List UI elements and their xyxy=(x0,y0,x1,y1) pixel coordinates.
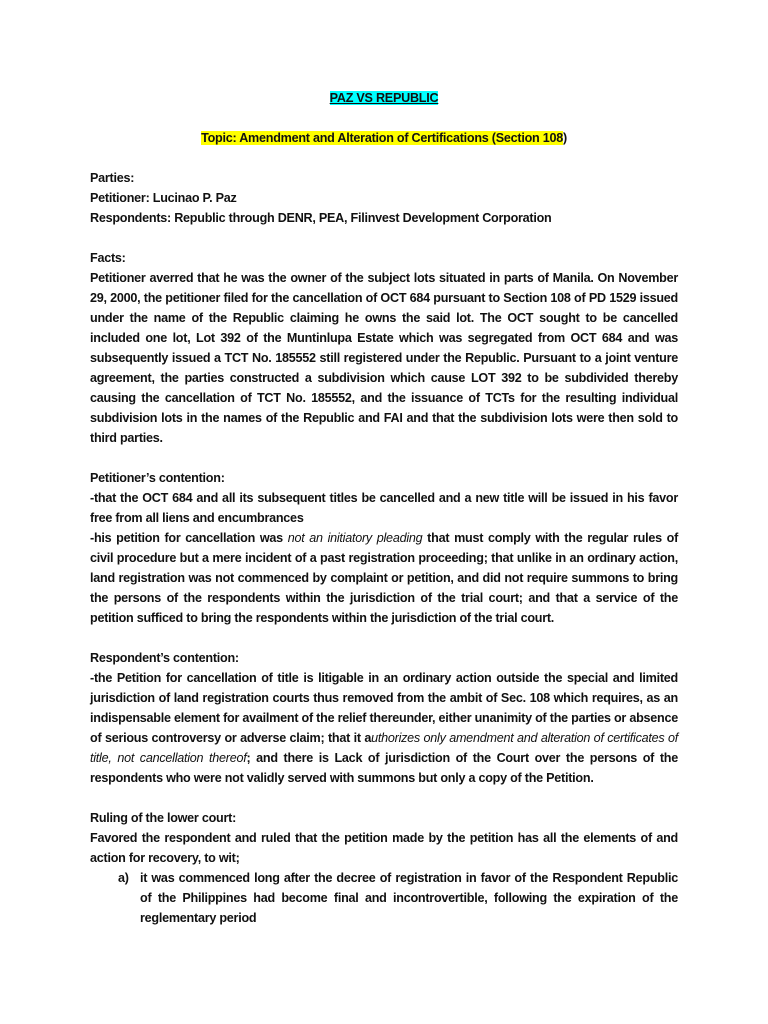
document-title xyxy=(90,88,678,108)
point2-pre: -his petition for cancellation was xyxy=(90,531,288,545)
petitioner-contention-point-1: -that the OCT 684 and all its subsequent titles be cancelled and a new title will be issued in his favor free from all liens and encumbrances xyxy=(90,491,678,525)
respondents-line: Respondents: Republic through DENR, PEA, Filinvest Development Corporation xyxy=(90,211,552,225)
case-title: PAZ VS REPUBLIC xyxy=(329,91,439,105)
respondent-contention-paragraph xyxy=(90,668,678,788)
petitioner-line: Petitioner: Lucinao P. Paz xyxy=(90,191,237,205)
respondent-contention-heading: Respondent’s contention: xyxy=(90,651,239,665)
respondent-emphasis: uthorizes only amendment and alteration of certificates of title, not cancellation thereof xyxy=(90,731,678,765)
document-page xyxy=(90,88,678,928)
topic-line xyxy=(90,128,678,148)
point2-post: that must comply with the regular rules of civil procedure but a mere incident of a past registration proceeding; that unlike in an ordinary action, land registration was not commenced by complaint or petition, and did not require summons to bring the persons of the respondents within the jurisdiction of the trial court; and that a service of the petition sufficed to bring the respondents within the jurisdiction of the trial court. xyxy=(90,531,679,625)
ruling-list-item xyxy=(118,868,678,928)
respondent-post: ; and there is Lack of jurisdiction of the Court over the persons of the respondents who were not validly served with summons but only a copy of the Petition. xyxy=(90,751,678,785)
topic-text: Topic: Amendment and Alteration of Certifications (Section 108 xyxy=(201,131,563,145)
list-marker: a) xyxy=(118,871,129,885)
ruling-intro: Favored the respondent and ruled that the petition made by the petition has all the elements of and action for recovery, to wit; xyxy=(90,831,678,865)
list-text: it was commenced long after the decree of registration in favor of the Respondent Republic of the Philippines had become final and incontrovertible, following the expiration of the reglementary period xyxy=(140,871,678,925)
respondent-pre: -the Petition for cancellation of title is litigable in an ordinary action outside the special and limited jurisdiction of land registration courts thus removed from the ambit of Sec. 108 which requires, as an indispensable element for availment of the relief thereunder, either unanimity of the parties or absence of serious controversy or adverse claim; that it a xyxy=(90,671,678,745)
parties-heading: Parties: xyxy=(90,171,135,185)
topic-close: ) xyxy=(562,131,567,145)
point2-emphasis: not an initiatory pleading xyxy=(287,531,423,545)
facts-paragraph: Petitioner averred that he was the owner of the subject lots situated in parts of Manila. On November 29, 2000, the petitioner filed for the cancellation of OCT 684 pursuant to Section 108 of PD 1529 issued under the name of the Republic claiming he owns the said lot. The OCT sought to be cancelled included one lot, Lot 392 of the Muntinlupa Estate which was segregated from OCT 684 and was subsequently issued a TCT No. 185552 still registered under the Republic. Pursuant to a joint venture agreement, the parties constructed a subdivision which cause LOT 392 to be subdivided thereby causing the cancellation of TCT No. 185552, and the issuance of TCTs for the resulting individual subdivision lots in the names of the Republic and FAI and that the subdivision lots were then sold to third parties. xyxy=(90,271,678,445)
petitioner-contention-point-2 xyxy=(90,528,678,628)
petitioner-contention-heading: Petitioner’s contention: xyxy=(90,471,225,485)
facts-heading: Facts: xyxy=(90,251,126,265)
ruling-heading: Ruling of the lower court: xyxy=(90,811,237,825)
